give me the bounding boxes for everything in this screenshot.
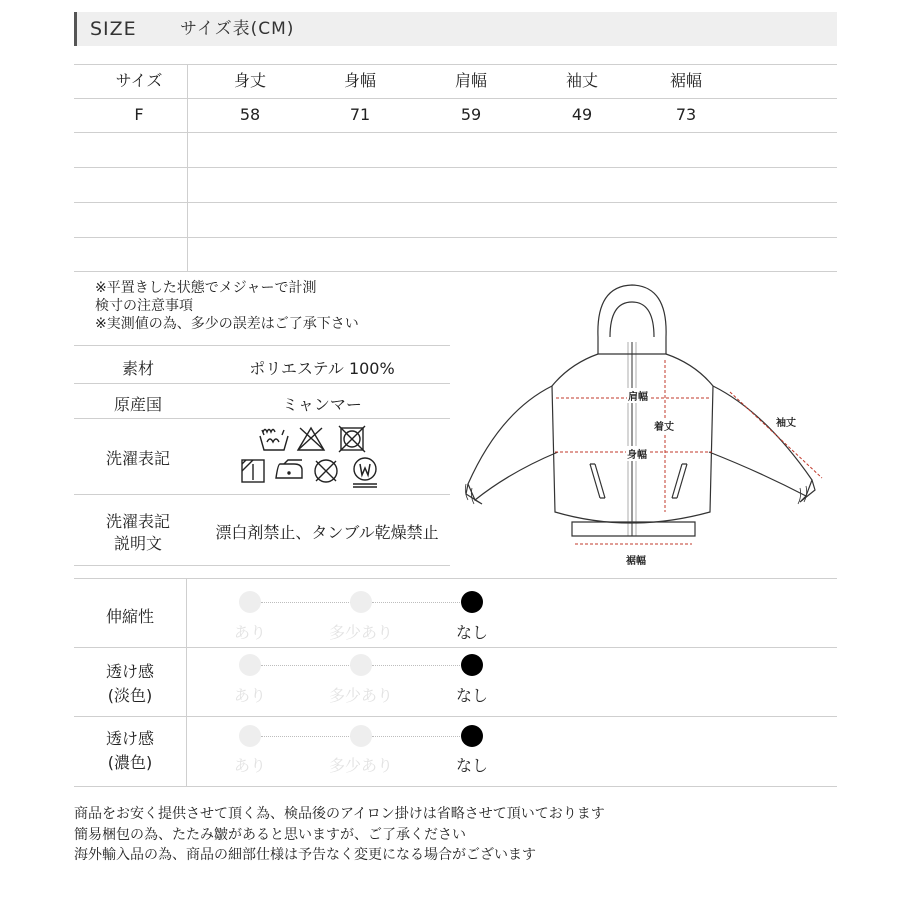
scale-dot xyxy=(350,725,372,747)
scale-table-line xyxy=(74,716,837,717)
spec-table-line xyxy=(74,565,450,566)
diagram-hem-label: 裾幅 xyxy=(625,552,647,567)
line-dry-shade-icon xyxy=(242,460,264,482)
size-cell: F xyxy=(134,105,144,124)
scale-option: 多少あり xyxy=(328,686,393,705)
size-table-line xyxy=(74,132,837,133)
sheer-light-sublabel: (淡色) xyxy=(107,686,153,705)
material-value: ポリエステル 100% xyxy=(249,359,395,378)
footer-note: 商品をお安く提供させて頂く為、検品後のアイロン掛けは省略させて頂いております xyxy=(74,806,605,822)
col-header-hem: 裾幅 xyxy=(669,71,702,90)
scale-connector xyxy=(372,665,472,666)
scale-dot-selected xyxy=(461,591,483,613)
diagram-shoulder-label: 肩幅 xyxy=(627,388,649,403)
note-line: ※平置きした状態でメジャーで計測 xyxy=(95,280,317,296)
scale-table-line xyxy=(74,647,837,648)
scale-option-selected: なし xyxy=(455,623,488,642)
material-label: 素材 xyxy=(121,359,154,378)
origin-value: ミャンマー xyxy=(282,395,362,414)
scale-dot xyxy=(239,591,261,613)
sheer-dark-sublabel: (濃色) xyxy=(107,753,153,772)
scale-connector xyxy=(372,602,472,603)
jacket-diagram xyxy=(460,282,840,572)
iron-low-icon xyxy=(276,460,302,478)
scale-option: 多少あり xyxy=(328,756,393,775)
size-table-line xyxy=(74,167,837,168)
spec-table-line xyxy=(74,418,450,419)
spec-table-line xyxy=(74,345,450,346)
scale-dot xyxy=(239,725,261,747)
scale-option: あり xyxy=(233,686,266,705)
care-desc-label: 洗濯表記 xyxy=(105,512,170,531)
no-tumble-dry-icon xyxy=(339,426,365,452)
size-cell: 59 xyxy=(460,105,482,124)
footer-note: 簡易梱包の為、たたみ皺があると思いますが、ご了承ください xyxy=(74,827,466,843)
diagram-length-label: 着丈 xyxy=(653,418,675,433)
col-header-sleeve: 袖丈 xyxy=(565,71,598,90)
care-desc-label-2: 説明文 xyxy=(113,534,162,553)
size-cell: 71 xyxy=(349,105,371,124)
care-icons xyxy=(240,422,390,490)
wet-clean-icon xyxy=(353,458,377,487)
scale-connector xyxy=(261,736,361,737)
scale-table-line xyxy=(74,786,837,787)
diagram-sleeve-label: 袖丈 xyxy=(775,414,797,429)
scale-dot xyxy=(350,591,372,613)
scale-option: あり xyxy=(233,756,266,775)
scale-dot xyxy=(350,654,372,676)
diagram-chest-label: 身幅 xyxy=(626,446,648,461)
header-accent xyxy=(74,12,77,46)
no-dry-clean-icon xyxy=(315,460,337,482)
sheer-dark-label: 透け感 xyxy=(105,729,154,748)
size-table-line xyxy=(74,202,837,203)
scale-dot xyxy=(239,654,261,676)
size-cell: 49 xyxy=(571,105,593,124)
size-cell: 58 xyxy=(239,105,261,124)
care-desc-value: 漂白剤禁止、タンブル乾燥禁止 xyxy=(215,523,439,542)
hand-wash-40-icon xyxy=(260,430,288,451)
scale-connector xyxy=(261,665,361,666)
scale-connector xyxy=(372,736,472,737)
care-label: 洗濯表記 xyxy=(105,449,170,468)
scale-option: あり xyxy=(233,623,266,642)
note-line: 検寸の注意事項 xyxy=(95,298,193,314)
note-line: ※実測値の為、多少の誤差はご了承下さい xyxy=(95,316,359,332)
size-table-divider xyxy=(187,64,188,271)
scale-option: 多少あり xyxy=(328,623,393,642)
col-header-shoulder: 肩幅 xyxy=(454,71,487,90)
size-table-line xyxy=(74,237,837,238)
origin-label: 原産国 xyxy=(113,395,162,414)
stretch-label: 伸縮性 xyxy=(105,607,154,626)
scale-option-selected: なし xyxy=(455,686,488,705)
size-table-line xyxy=(74,271,837,272)
size-cell: 73 xyxy=(675,105,697,124)
scale-table-divider xyxy=(186,578,187,786)
scale-dot-selected xyxy=(461,654,483,676)
col-header-size: サイズ xyxy=(115,71,163,90)
no-bleach-icon xyxy=(298,428,324,450)
footer-note: 海外輸入品の為、商品の細部仕様は予告なく変更になる場合がございます xyxy=(74,847,536,863)
scale-option-selected: なし xyxy=(455,756,488,775)
scale-dot-selected xyxy=(461,725,483,747)
scale-connector xyxy=(261,602,361,603)
size-subtitle: サイズ表(CM) xyxy=(180,19,295,39)
col-header-chest: 身幅 xyxy=(343,71,376,90)
scale-table-line xyxy=(74,578,837,579)
size-title: SIZE xyxy=(90,18,137,40)
spec-table-line xyxy=(74,494,450,495)
sheer-light-label: 透け感 xyxy=(105,662,154,681)
col-header-length: 身丈 xyxy=(233,71,266,90)
spec-table-line xyxy=(74,383,450,384)
